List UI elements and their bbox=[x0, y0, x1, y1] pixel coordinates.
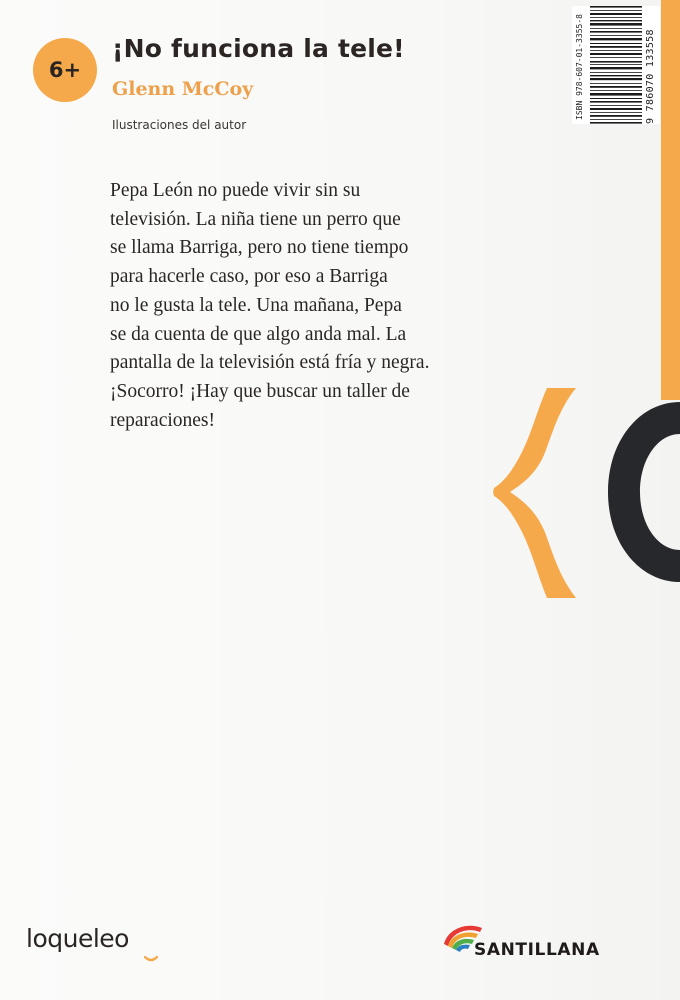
synopsis-line: no le gusta la tele. Una mañana, Pepa bbox=[110, 294, 402, 316]
side-stripe bbox=[661, 0, 680, 400]
letter-o-decoration-icon bbox=[608, 402, 680, 582]
santillana-logo-text: SANTILLANA bbox=[474, 940, 600, 960]
author-name: Glenn McCoy bbox=[112, 78, 254, 100]
age-badge: 6+ bbox=[33, 38, 97, 102]
synopsis-line: Pepa León no puede vivir sin su bbox=[110, 180, 361, 201]
synopsis-line: televisión. La niña tiene un perro que bbox=[110, 208, 401, 230]
barcode-digits: 9 786070 133558 bbox=[645, 29, 656, 124]
synopsis-line: para hacerle caso, por eso a Barriga bbox=[110, 266, 388, 288]
synopsis-line: ¡Socorro! ¡Hay que buscar un taller de bbox=[110, 380, 410, 402]
synopsis-line: se da cuenta de que algo anda mal. La bbox=[110, 323, 407, 345]
loqueleo-logo bbox=[26, 924, 129, 953]
cover-decoration bbox=[480, 380, 680, 620]
book-title: ¡No funciona la tele! bbox=[112, 34, 405, 63]
isbn-label: ISBN 978-607-01-3355-8 bbox=[575, 14, 584, 120]
barcode-icon bbox=[590, 6, 642, 124]
smile-icon bbox=[144, 956, 158, 962]
curly-brace-decoration-icon bbox=[493, 388, 576, 598]
synopsis-line: pantalla de la televisión está fría y negra. bbox=[110, 352, 430, 374]
synopsis-line: reparaciones! bbox=[110, 409, 216, 431]
santillana-logo bbox=[440, 916, 615, 964]
loqueleo-logo-text: loqueleo bbox=[26, 924, 129, 953]
synopsis-line: se llama Barriga, pero no tiene tiempo bbox=[110, 237, 409, 259]
synopsis bbox=[110, 177, 510, 435]
illustrations-credit: Ilustraciones del autor bbox=[112, 118, 247, 132]
